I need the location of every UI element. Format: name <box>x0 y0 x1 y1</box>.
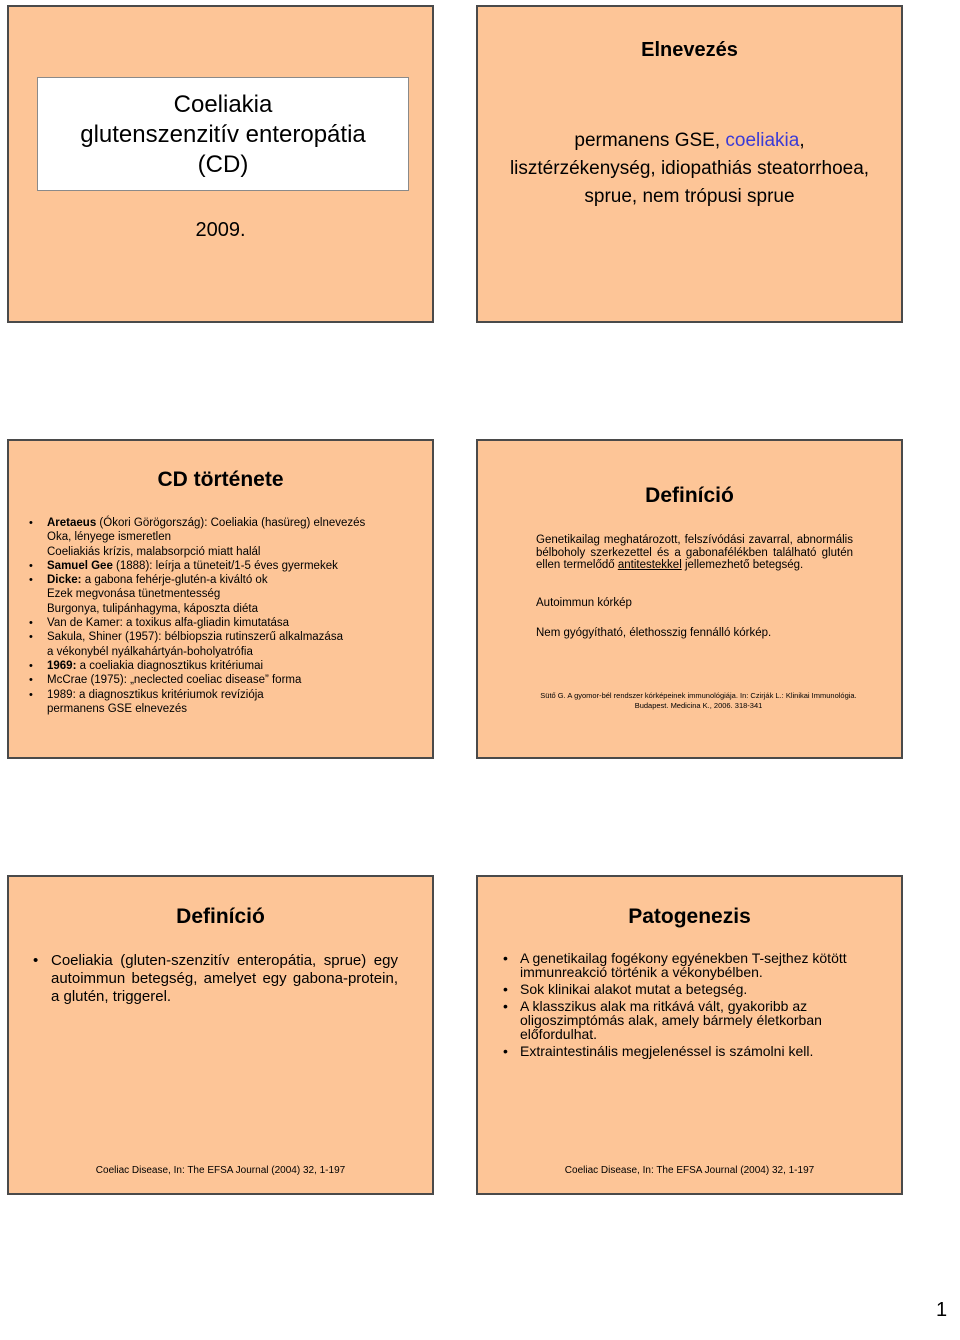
slide-title: Elnevezés <box>641 39 738 61</box>
history-item <box>27 587 422 601</box>
history-item-text: a gabona fehérje-glutén-a kiváltó ok <box>81 574 268 587</box>
chronic-note: Nem gyógyítható, élethosszig fennálló kórkép. <box>536 627 772 639</box>
slide-title: Definíció <box>645 484 734 507</box>
definition-paragraph <box>536 534 853 572</box>
slide-4 <box>476 439 903 759</box>
history-item-text: (Ókori Görögország): Coeliakia (hasüreg) elnevezés <box>96 517 366 529</box>
slide-1 <box>7 5 434 323</box>
definition-text: Genetikailag meghatározott, felszívódási zavarral, abnormális bélboholy szerkezettel és a gabonafélékben található glutén ellen termelődő <box>536 534 853 571</box>
slide-body <box>488 127 891 211</box>
history-item-text: Ezek megvonása tünetmentesség <box>47 588 221 601</box>
history-item <box>27 516 422 530</box>
year: 2009. <box>195 219 246 241</box>
reference-line: Budapest. Medicina K., 2006. 318-341 <box>634 701 763 710</box>
list-item: • A klasszikus alak ma ritkává vált, gyakoribb az oligoszimptómás alak, amely bármely életkorban előfordulhat. <box>500 999 871 1041</box>
history-item <box>27 659 422 673</box>
history-item <box>27 630 422 644</box>
underlined-term: antitestekkel <box>617 559 682 571</box>
page-number: 1 <box>936 1299 948 1321</box>
history-item <box>27 688 422 702</box>
slide-2 <box>476 5 903 323</box>
source-citation: Coeliac Disease, In: The EFSA Journal (2004) 32, 1-197 <box>564 1165 815 1176</box>
pathogenesis-list <box>500 951 871 1061</box>
history-item-text: Coeliakiás krízis, malabsorpció miatt halál <box>47 545 261 558</box>
body-line: sprue, nem trópusi sprue <box>584 186 795 207</box>
list-item: • A genetikailag fogékony egyénekben T-sejthez kötött immunreakció történik a vékonybélben. <box>500 951 871 979</box>
history-item-text: a coeliakia diagnosztikus kritériumai <box>76 659 264 672</box>
history-item <box>27 702 422 716</box>
history-item-emphasis: Aretaeus <box>47 517 97 529</box>
history-item <box>27 559 422 573</box>
history-item-emphasis: 1969: <box>47 659 77 672</box>
history-item <box>27 616 422 630</box>
history-item-text: Oka, lényege ismeretlen <box>47 531 172 544</box>
reference-line: Sütő G. A gyomor-bél rendszer kórképeinek immunológiája. In: Czirják L.: Klinikai Immunológia. <box>540 691 857 700</box>
history-item-text: 1989: a diagnosztikus kritériumok revíziója <box>47 688 264 701</box>
history-item-emphasis: Dicke: <box>47 574 82 587</box>
body-text: permanens GSE, <box>574 130 726 151</box>
slide-title: Definíció <box>176 905 265 928</box>
slide-5 <box>7 875 434 1195</box>
history-list <box>27 516 422 716</box>
list-item: • Sok klinikai alakot mutat a betegség. <box>500 982 871 996</box>
history-item-text: Van de Kamer: a toxikus alfa-gliadin kimutatása <box>47 617 290 630</box>
autoimmune-note: Autoimmun kórkép <box>536 597 632 609</box>
slide-6 <box>476 875 903 1195</box>
history-item <box>27 673 422 687</box>
slide-title-line: (CD) <box>197 151 249 178</box>
history-item <box>27 645 422 659</box>
history-item <box>27 573 422 587</box>
history-item-emphasis: Samuel Gee <box>47 559 113 572</box>
history-item-text: a vékonybél nyálkahártyán-boholyatrófia <box>47 645 253 658</box>
slide-title-line: glutenszenzitív enteropátia <box>80 121 366 148</box>
history-item-text: (1888): leírja a tüneteit/1-5 éves gyermekek <box>112 559 338 572</box>
history-item <box>27 545 422 559</box>
definition-list <box>31 952 398 1006</box>
history-item <box>27 602 422 616</box>
slide-title: CD története <box>157 468 284 491</box>
highlighted-term: coeliakia <box>725 130 800 151</box>
slide-title: Patogenezis <box>628 905 751 928</box>
history-item-text: Sakula, Shiner (1957): bélbiopszia rutinszerű alkalmazása <box>47 631 343 644</box>
title-box <box>37 77 409 191</box>
source-citation: Coeliac Disease, In: The EFSA Journal (2004) 32, 1-197 <box>95 1165 346 1176</box>
history-item-text: permanens GSE elnevezés <box>47 702 187 715</box>
history-item-text: Burgonya, tulipánhagyma, káposzta diéta <box>47 602 258 615</box>
body-line <box>488 127 891 155</box>
reference <box>526 691 871 711</box>
history-item-text: McCrae (1975): „neclected coeliac disease” forma <box>47 674 302 687</box>
body-line: lisztérzékenység, idiopathiás steatorrhoea, <box>509 158 870 179</box>
history-item <box>27 530 422 544</box>
slide-3 <box>7 439 434 759</box>
list-item: • Extraintestinális megjelenéssel is számolni kell. <box>500 1044 871 1058</box>
list-item: • Coeliakia (gluten-szenzitív enteropátia, sprue) egy autoimmun betegség, amelyet egy gabona-protein, a glutén, triggerel. <box>31 952 398 1006</box>
definition-text: jellemezhető betegség. <box>681 559 804 571</box>
body-text: , <box>799 130 805 151</box>
slide-title-line: Coeliakia <box>173 91 273 118</box>
